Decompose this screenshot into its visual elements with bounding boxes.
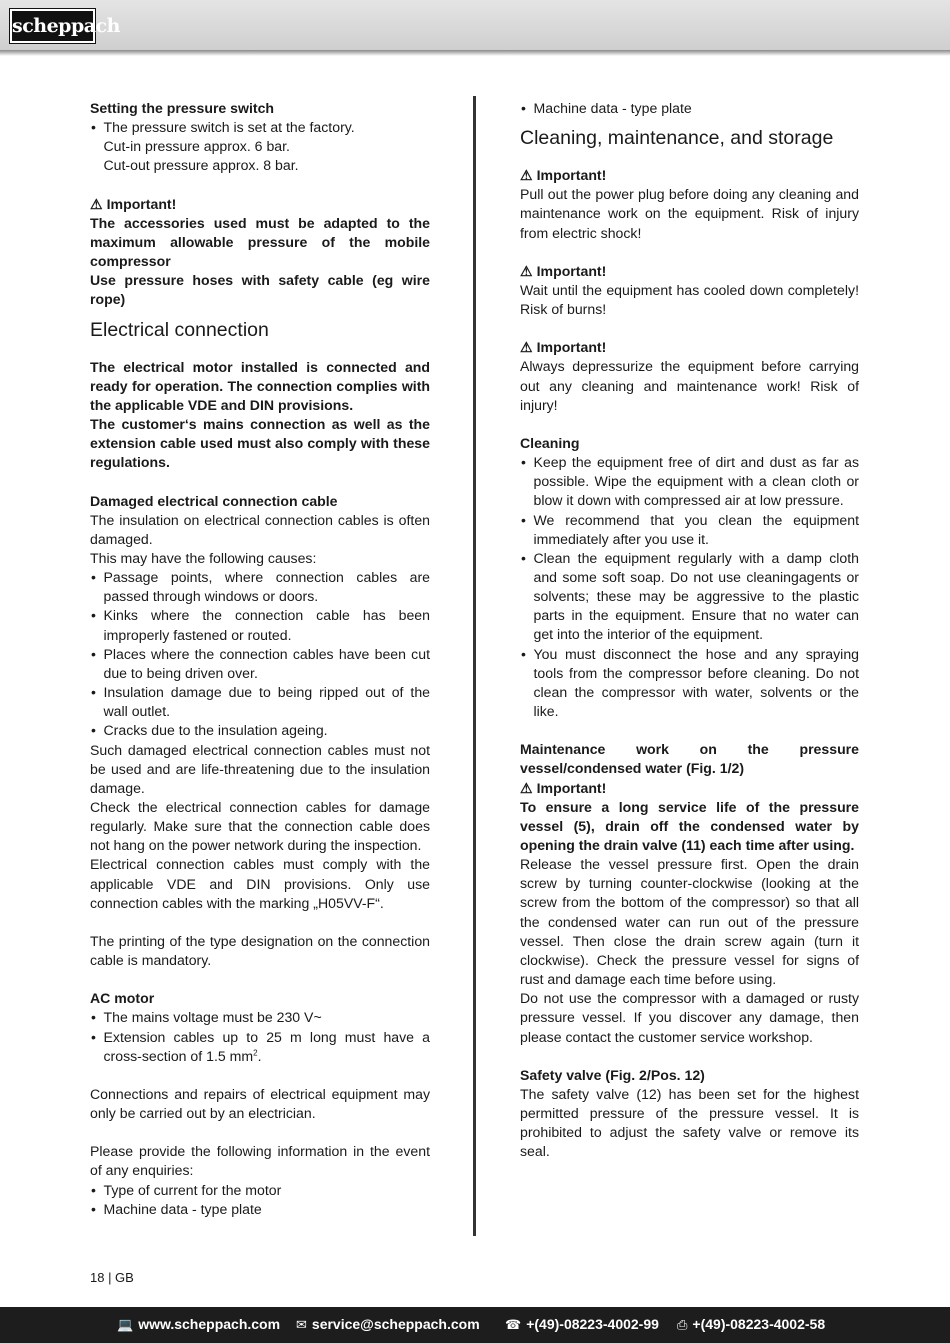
footer-fax[interactable]: ⎙ +(49)-08223-4002-58 [677,1316,826,1332]
warning-text: The accessories used must be adapted to the maximum allowable pressure of the mobile compressor [90,214,430,270]
header-bar [0,0,950,50]
paragraph: Check the electrical connection cables for damage regularly. Make sure that the connection cable does not hang on the power network during the inspection. [90,799,430,854]
section-title-cleaning: Cleaning [520,434,580,451]
footer-website[interactable]: 💻 www.scheppach.com [117,1316,281,1332]
warning-text: To ensure a long service life of the pressure vessel (5), drain off the condensed water by opening the drain valve (11) each time after using. [520,798,859,853]
enquiry-list [90,1181,430,1219]
cleaning-list [520,453,859,721]
paragraph: Such damaged electrical connection cables must not be used and are life-threatening due to the insulation damage. [90,741,430,796]
list-item: • The mains voltage must be 230 V~ [90,1008,430,1027]
ac-motor-list [90,1008,430,1065]
paragraph: Please provide the following information in the event of any enquiries: [90,1143,430,1179]
warning-icon: ⚠ [90,195,103,212]
right-column [520,99,859,1162]
header-shadow [0,50,950,56]
paragraph: The printing of the type designation on the connection cable is mandatory. [90,932,430,969]
section-title-damaged-cable: Damaged electrical connection cable [90,492,338,509]
pressure-switch-list [90,118,430,137]
footer-bar [0,1307,950,1343]
list-item: • Machine data - type plate [90,1200,430,1219]
list-item: • Places where the connection cables have been cut due to being driven over. [90,645,430,683]
column-divider [473,96,476,1236]
section-title-pressure-switch: Setting the pressure switch [90,100,275,116]
cut-in-pressure: Cut-in pressure approx. 6 bar. [103,138,290,155]
section-title-ac-motor: AC motor [90,990,155,1007]
paragraph: Connections and repairs of electrical equipment may only be carried out by an electrician. [90,1085,430,1122]
warning-icon: ⚠ [520,339,533,356]
left-column [90,99,430,1219]
warning-text: Always depressurize the equipment before carrying out any cleaning and maintenance work! Risk of injury! [520,358,859,413]
list-item: • We recommend that you clean the equipment immediately after you use it. [520,511,859,549]
electrical-paragraph: The customer‘s mains connection as well as the extension cable used must also comply with these regulations. [90,416,430,471]
electrical-paragraph: The electrical motor installed is connected and ready for operation. The connection complies with the applicable VDE and DIN provisions. [90,358,430,413]
paragraph: The insulation on electrical connection cables is often damaged. [90,511,430,547]
section-title-maintenance: Maintenance work on the pressure vessel/condensed water (Fig. 1/2) [520,741,859,777]
important-heading: ⚠ Important! [520,779,859,798]
section-title-safety-valve: Safety valve (Fig. 2/Pos. 12) [520,1066,705,1083]
important-heading: ⚠ Important! [90,195,430,214]
list-item: • Machine data - type plate [520,99,859,118]
causes-list [90,568,430,740]
cut-out-pressure: Cut-out pressure approx. 8 bar. [103,157,299,174]
important-heading: ⚠ Important! [520,338,859,357]
warning-text: Pull out the power plug before doing any cleaning and maintenance work on the equipment. Risk of injury from electric shock! [520,186,859,241]
list-item: • Clean the equipment regularly with a damp cloth and some soft soap. Do not use cleaningagents or solvents; these may be aggressive to the plastic parts in the equipment. Ensure that no water can get into the interior of the equipment. [520,549,859,645]
heading-electrical-connection: Electrical connection [90,318,269,341]
enquiry-list-continued [520,99,859,118]
important-heading: ⚠ Important! [520,262,859,281]
paragraph: Electrical connection cables must comply with the applicable VDE and DIN provisions. Only use connection cables with the marking „H05VV-F“. [90,856,430,911]
warning-text: Wait until the equipment has cooled down completely! Risk of burns! [520,281,859,318]
list-item: • Type of current for the motor [90,1181,430,1200]
list-item: • Keep the equipment free of dirt and dust as far as possible. Wipe the equipment with a clean cloth or blow it down with compressed air at low pressure. [520,453,859,510]
list-item: • Extension cables up to 25 m long must have a cross-section of 1.5 $mm^2$. [90,1028,430,1066]
heading-cleaning-maintenance: Cleaning, maintenance, and storage [520,127,834,150]
list-item: • Cracks due to the insulation ageing. [90,721,430,740]
list-item: • The pressure switch is set at the factory. [90,118,430,137]
phone-icon: ☎ [505,1317,522,1332]
email-icon: ✉ [296,1317,307,1332]
warning-text: Use pressure hoses with safety cable (eg wire rope) [90,272,430,308]
warning-icon: ⚠ [520,262,533,279]
important-heading: ⚠ Important! [520,166,859,185]
list-item: • You must disconnect the hose and any spraying tools from the compressor before cleaning. Do not clean the compressor with water, solvents or the like. [520,645,859,722]
list-item: • Passage points, where connection cables are passed through windows or doors. [90,568,430,606]
warning-icon: ⚠ [520,779,533,796]
page-number: 18 | GB [90,1270,134,1285]
computer-icon: 💻 [117,1317,134,1332]
warning-icon: ⚠ [520,167,533,184]
fax-icon: ⎙ [677,1317,688,1332]
brand-logo[interactable]: scheppach [10,9,95,43]
footer-phone[interactable]: ☎ +(49)-08223-4002-99 [505,1316,659,1332]
footer-email[interactable]: ✉ service@scheppach.com [296,1316,480,1332]
paragraph: Do not use the compressor with a damaged or rusty pressure vessel. If you discover any damage, then please contact the customer service workshop. [520,990,859,1045]
list-item: • Kinks where the connection cable has been improperly fastened or routed. [90,606,430,644]
paragraph: Release the vessel pressure first. Open the drain screw by turning counter-clockwise (looking at the screw from the bottom of the compressor) so that all the condensed water can run out of the pressure vessel. Then close the drain screw again (turn it clockwise). Check the pressure vessel for signs of rust and damage each time before using. [520,856,859,988]
paragraph: This may have the following causes: [90,549,317,566]
list-item: • Insulation damage due to being ripped out of the wall outlet. [90,683,430,721]
paragraph: The safety valve (12) has been set for the highest permitted pressure of the pressure vessel. It is prohibited to adjust the safety valve or remove its seal. [520,1085,859,1160]
